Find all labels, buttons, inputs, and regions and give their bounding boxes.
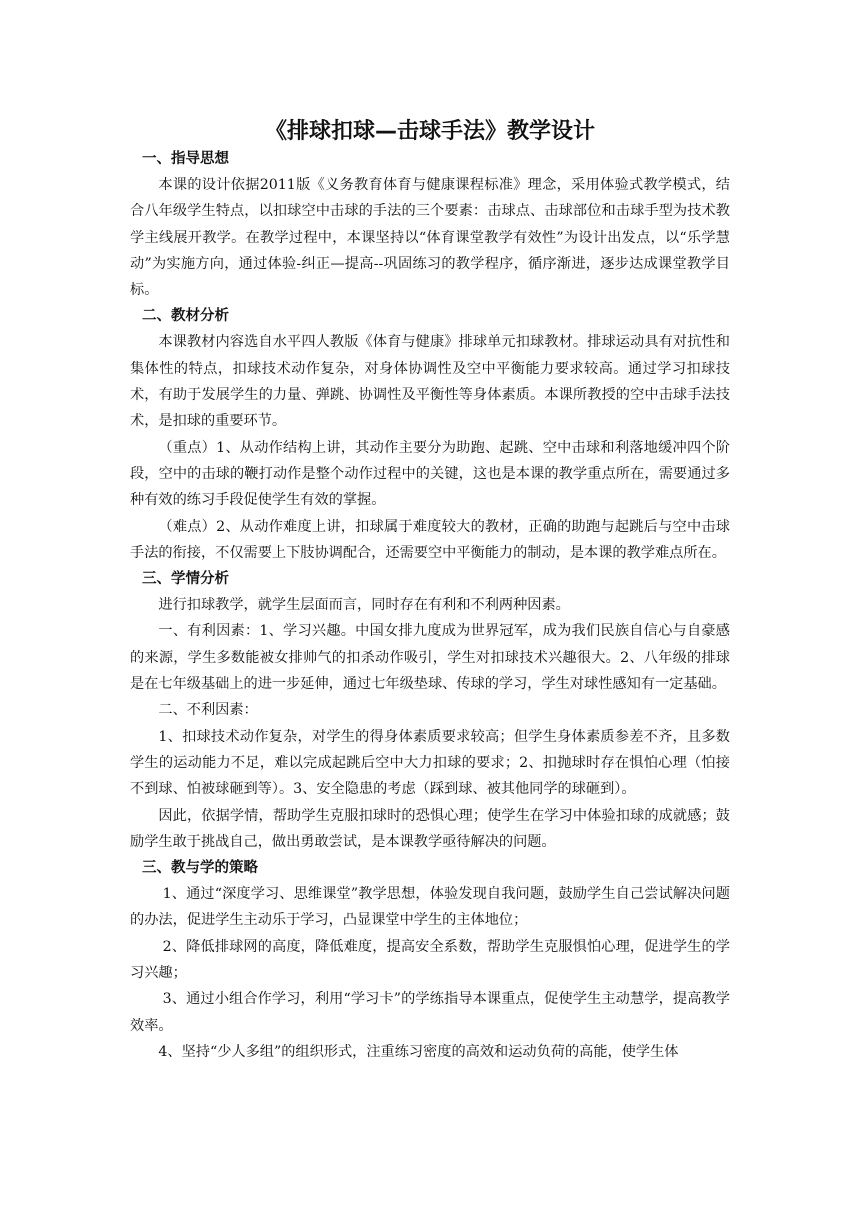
section-teaching-strategy xyxy=(130,855,730,1065)
section-material-analysis xyxy=(130,303,730,566)
section-guiding-thought xyxy=(130,146,730,303)
paragraph: 进行扣球教学，就学生层面而言，同时存在有利和不利两种因素。 xyxy=(158,597,570,614)
paragraph-strategy-2: 2、降低排球网的高度，降低难度，提高安全系数，帮助学生克服惧怕心理，促进学生的学习兴趣； xyxy=(130,938,730,982)
paragraph: 因此，依据学情，帮助学生克服扣球时的恐惧心理；使学生在学习中体验扣球的成就感；鼓励学生敢于挑战自己，做出勇敢尝试，是本课教学亟待解决的问题。 xyxy=(130,807,730,850)
section-heading: 一、指导思想 xyxy=(142,151,229,167)
paragraph-strategy-1: 1、通过“深度学习、思维课堂”教学思想，体验发现自我问题，鼓励学生自己尝试解决问题的办法，促进学生主动乐于学习，凸显课堂中学生的主体地位； xyxy=(130,886,730,929)
paragraph-key-point: （重点）1、从动作结构上讲，其动作主要分为助跑、起跳、空中击球和利落地缓冲四个阶段，空中的击球的鞭打动作是整个动作过程中的关键，这也是本课的教学重点所在，需要通过多种有效的练习手段促使学生有效的掌握。 xyxy=(130,439,730,509)
section-learner-analysis xyxy=(130,566,730,855)
paragraph: 本课的设计依据2011版《义务教育体育与健康课程标准》理念，采用体验式教学模式，结合八年级学生特点，以扣球空中击球的手法的三个要素：击球点、击球部位和击球手型为技术教学主线展开教学。在教学过程中，本课坚持以“体育课堂教学有效性”为设计出发点，以“乐学慧动”为实施方向，通过体验-纠正—提高--巩固练习的教学程序，循序渐进，逐步达成课堂教学目标。 xyxy=(130,177,730,299)
section-heading: 三、学情分析 xyxy=(142,571,229,588)
document-body xyxy=(130,146,730,1065)
section-heading: 三、教与学的策略 xyxy=(142,860,258,877)
section-heading: 二、教材分析 xyxy=(142,308,229,325)
document-title: 《排球扣球—击球手法》教学设计 xyxy=(264,119,595,144)
paragraph-difficult-point: （难点）2、从动作难度上讲，扣球属于难度较大的教材，正确的助跑与起跳后与空中击球手法的衔接，不仅需要上下肢协调配合，还需要空中平衡能力的制动，是本课的教学难点所在。 xyxy=(130,518,730,561)
paragraph-unfavorable-factors: 1、扣球技术动作复杂，对学生的得身体素质要求较高；但学生身体素质参差不齐，且多数学生的运动能力不足，难以完成起跳后空中大力扣球的要求；2、扣抛球时存在惧怕心理（怕接不到球、怕被球砸到等）。3、安全隐患的考虑（踩到球、被其他同学的球砸到）。 xyxy=(130,728,730,798)
paragraph-favorable-factors: 一、有利因素：1、学习兴趣。中国女排九度成为世界冠军，成为我们民族自信心与自豪感的来源，学生多数能被女排帅气的扣杀动作吸引，学生对扣球技术兴趣很大。2、八年级的排球是在七年级基础上的进一步延伸，通过七年级垫球、传球的学习，学生对球性感知有一定基础。 xyxy=(130,623,730,693)
paragraph-strategy-3: 3、通过小组合作学习，利用“学习卡”的学练指导本课重点，促使学生主动慧学，提高教学效率。 xyxy=(130,991,730,1034)
paragraph-unfavorable-heading: 二、不利因素： xyxy=(158,702,258,719)
paragraph: 本课教材内容选自水平四人教版《体育与健康》排球单元扣球教材。排球运动具有对抗性和集体性的特点，扣球技术动作复杂，对身体协调性及空中平衡能力要求较高。通过学习扣球技术，有助于发展学生的力量、弹跳、协调性及平衡性等身体素质。本课所教授的空中击球手法技术，是扣球的重要环节。 xyxy=(130,334,730,430)
paragraph-strategy-4: 4、坚持“少人多组”的组织形式，注重练习密度的高效和运动负荷的高能，使学生体 xyxy=(158,1043,679,1060)
